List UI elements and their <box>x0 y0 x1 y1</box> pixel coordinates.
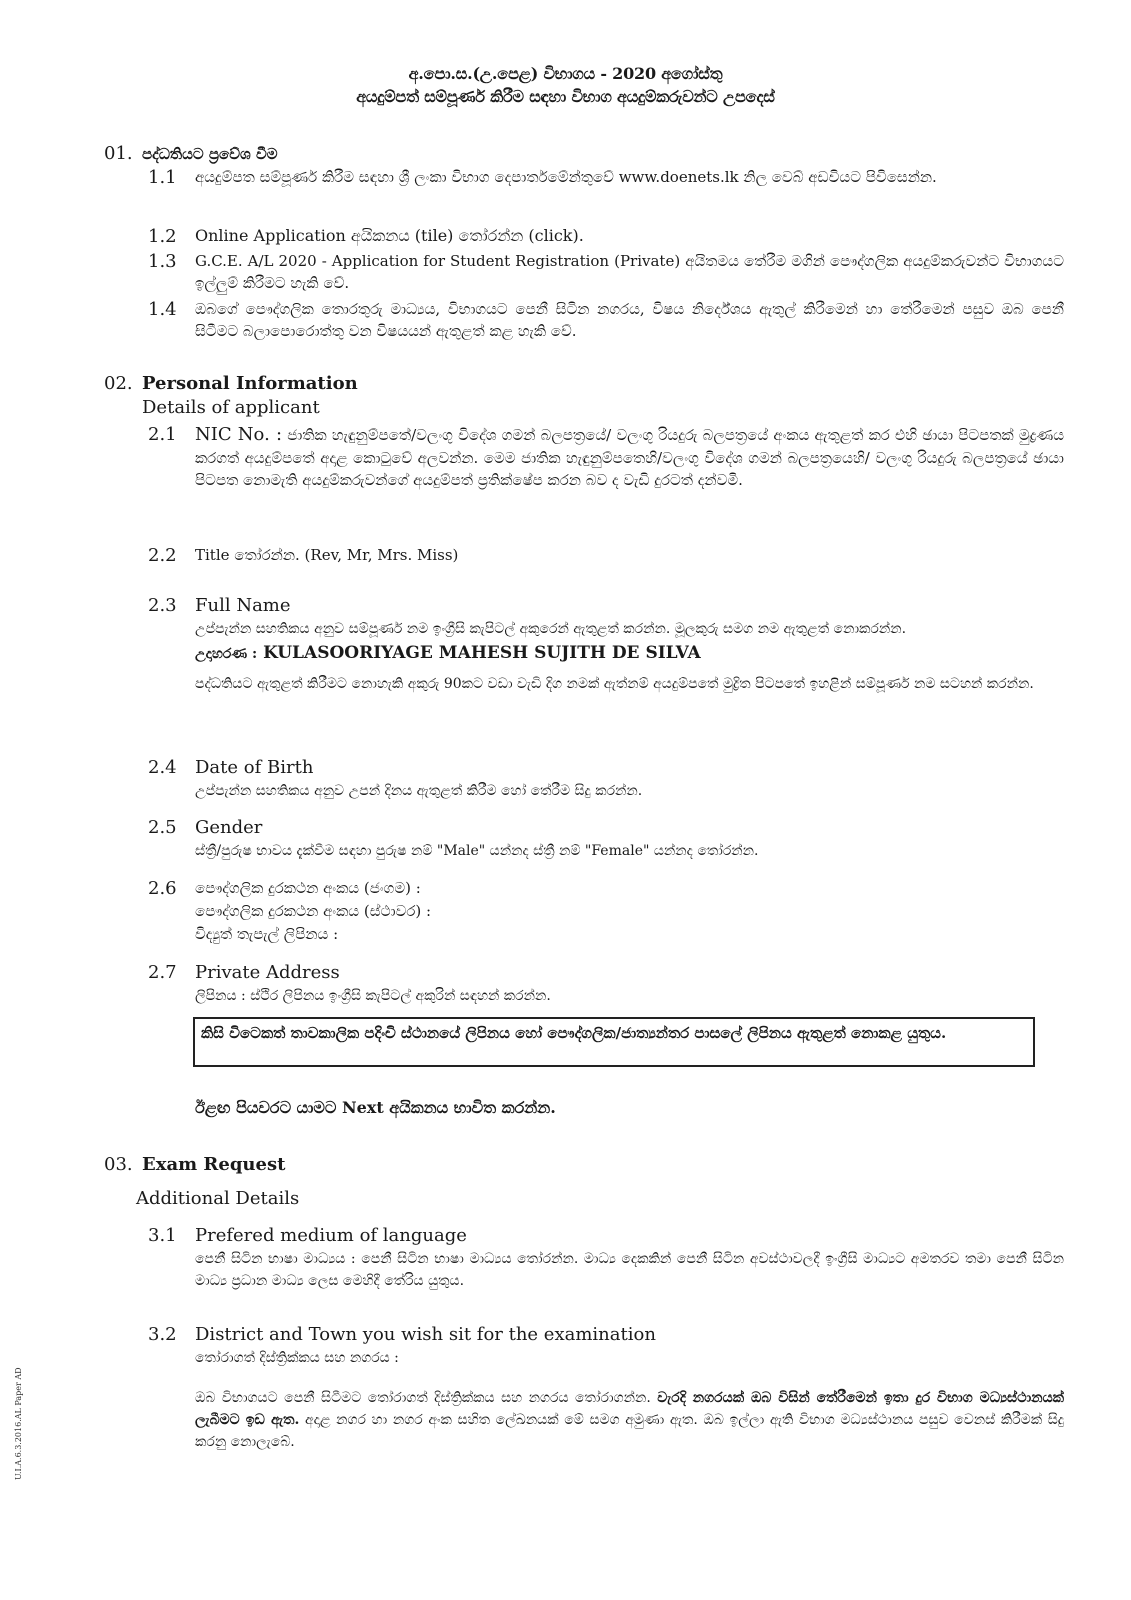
item-lead: Gender <box>195 817 263 838</box>
document-header <box>0 62 1131 108</box>
item-lead: NIC No. : <box>195 424 283 445</box>
section-03-heading <box>104 1153 1064 1211</box>
item-number: 2.3 <box>148 595 177 616</box>
item-1-3 <box>148 250 1064 294</box>
section-01-heading <box>104 142 1064 166</box>
item-1-4 <box>148 298 1064 342</box>
section-title: පද්ධතියට ප්‍රවේශ වීම <box>142 145 278 163</box>
item-text: Online Application අයිකනය (tile) තෝරන්න (click). <box>195 226 584 245</box>
para-c: අදාළ නගර හා නගර අංක සහිත ලේඛනයක් මේ සමග අමුණා ඇත. ඔබ ඉල්ලා ඇති විභාග මධ්‍යස්ථානය පසුව වෙනස් කිරීමක් සිදු කරනු නොලැබේ. <box>195 1412 1065 1450</box>
item-lead: Private Address <box>195 962 340 983</box>
item-number: 1.3 <box>148 251 177 272</box>
para-b-warning: වැරදි නගරයක් ඔබ විසින් තේරීමෙන් ඉතා දුර විභාග මධ්‍යස්ථානයක් ලැබීමට ඉඩ ඇත. <box>195 1390 1065 1428</box>
section-title: Personal Information <box>142 373 358 394</box>
section-subtitle: Details of applicant <box>142 397 320 418</box>
item-number: 2.6 <box>148 878 177 899</box>
section-number: 02. <box>104 373 133 394</box>
exam-centre-paragraph <box>195 1387 1064 1453</box>
item-3-2 <box>148 1323 1064 1453</box>
item-lead: Full Name <box>195 595 291 616</box>
item-number: 3.1 <box>148 1225 177 1246</box>
section-02-heading <box>104 372 1064 420</box>
example-name: KULASOORIYAGE MAHESH SUJITH DE SILVA <box>263 643 701 663</box>
item-lead: Prefered medium of language <box>195 1225 467 1246</box>
header-title: අ.පො.ස.(උ.පෙළ) විභාගය - 2020 අගෝස්තු <box>408 64 723 83</box>
item-2-2 <box>148 544 1064 566</box>
item-2-6 <box>148 877 1064 946</box>
item-1-2 <box>148 225 1064 247</box>
example-label: උදාහරණ : <box>195 646 258 662</box>
item-text: ජාතික හැඳුනුම්පතේ/වලංගු විදේශ ගමන් බලපත්‍රයේ/ වලංගු රියදුරු බලපත්‍රයේ අංකය ඇතුළත් කර එහි ඡායා පිටපතක් මුද්‍රණය කරගත් අයදුම්පතේ අදාළ කොටුවේ අලවන්න. මෙම ජාතික හැඳුනුම්පතෙහි/වලංගු විදේශ ගමන් බලපත්‍රයෙහි/ වලංගු රියදුරු බලපත්‍රයේ ඡායා පිටපත නොමැති අයදුම්කරුවන්ගේ අයදුම්පත් ප්‍රතික්ෂේප කරන බව ද වැඩි දුරටත් දන්වමි. <box>195 426 1064 489</box>
item-note: පද්ධතියට ඇතුළත් කිරීමට නොහැකි අකුරු 90කට වඩා වැඩි දිග නමක් ඇත්නම් අයදුම්පතේ මුද්‍රිත පිටපතේ ඉහළින් සම්පූර්ණ නම සටහන් කරන්න. <box>195 676 1034 692</box>
address-warning-box: කිසි විටෙකත් තාවකාලික පදිංචි ස්ථානයේ ලිපිනය හෝ පෞද්ගලික/ජාත්‍යන්තර පාසලේ ලිපිනය ඇතුළත් නොකළ යුතුය. <box>193 1017 1035 1067</box>
item-1-1 <box>148 166 1064 188</box>
mobile-phone-label: පෞද්ගලික දුරකථන අංකය (ජංගම) : <box>195 879 421 897</box>
item-number: 1.2 <box>148 226 177 247</box>
item-number: 2.7 <box>148 962 177 983</box>
section-number: 03. <box>104 1154 133 1175</box>
item-text: ලිපිනය : ස්ථිර ලිපිනය ඉංග්‍රීසි කැපිටල් අකුරින් සඳහන් කරන්න. <box>195 988 551 1004</box>
side-document-code: U.I.A.6.3.2016.AL Paper AD <box>14 1367 23 1480</box>
next-step-instruction: ඊළඟ පියවරට යාමට Next අයිකනය භාවිත කරන්න. <box>195 1098 556 1117</box>
item-text: උප්පැන්න සහතිකය අනුව සම්පූර්ණ නම ඉංග්‍රීසි කැපිටල් අකුරෙන් ඇතුළත් කරන්න. මූලකුරු සමග නම ඇතුළත් නොකරන්න. <box>195 621 907 637</box>
item-2-7 <box>148 961 1064 1007</box>
item-number: 3.2 <box>148 1324 177 1345</box>
item-number: 2.4 <box>148 757 177 778</box>
section-title: Exam Request <box>142 1154 286 1175</box>
header-subtitle: අයදුම්පත් සම්පූර්ණ කිරීම සඳහා විභාග අයදුම්කරුවන්ට උපදෙස් <box>356 87 775 106</box>
item-text: ස්ත්‍රී/පුරුෂ භාවය දැක්වීම සඳහා පුරුෂ නම් "Male" යන්නද ස්ත්‍රී නම් "Female" යන්නද තෝරන්න. <box>195 843 759 859</box>
para-a: ඔබ විභාගයට පෙනී සිටීමට තෝරාගත් දිස්ත්‍රික්කය සහ නගරය තෝරාගන්න. <box>195 1390 651 1406</box>
item-number: 2.1 <box>148 424 177 445</box>
item-text: තෝරාගත් දිස්ත්‍රික්කය සහ නගරය : <box>195 1350 399 1366</box>
item-3-1 <box>148 1224 1064 1292</box>
fixed-phone-label: පෞද්ගලික දුරකථන අංකය (ස්ථාවර) : <box>195 902 432 920</box>
item-text: ඔබගේ පෞද්ගලික තොරතුරු මාධ්‍යය, විභාගයට පෙනී සිටින නගරය, විෂය නිර්දේශය ඇතුල් කිරීමෙන් හා තේරීමෙන් පසුව ඔබ පෙනී සිටීමට බලාපොරොත්තු වන විෂයයන් ඇතුළත් කළ හැකි වේ. <box>195 300 1064 340</box>
item-2-1 <box>148 423 1064 491</box>
item-text: උප්පැන්න සහතිකය අනුව උපන් දිනය ඇතුළත් කිරීම හෝ තේරීම සිදු කරන්න. <box>195 783 643 799</box>
item-text: Title තෝරන්න. (Rev, Mr, Mrs. Miss) <box>195 546 459 564</box>
section-subtitle: Additional Details <box>136 1188 300 1209</box>
item-lead: Date of Birth <box>195 757 314 778</box>
item-2-3 <box>148 594 1064 695</box>
email-label: විද්‍යුත් තැපැල් ලිපිනය : <box>195 925 339 943</box>
item-number: 1.1 <box>148 167 177 188</box>
item-number: 2.5 <box>148 817 177 838</box>
item-text: G.C.E. A/L 2020 - Application for Student Registration (Private) අයිතමය තේරීම මගින් පෞද්ගලික අයදුම්කරුවන්ට විභාගයට ඉල්ලුම් කිරීමට හැකි වේ. <box>195 252 1064 292</box>
section-number: 01. <box>104 143 133 164</box>
item-number: 1.4 <box>148 299 177 320</box>
item-text: අයදුම්පත සම්පූර්ණ කිරීම සඳහා ශ්‍රී ලංකා විභාග දෙපාර්තමේන්තුවේ www.doenets.lk නිල වෙබ් අඩවියට පිවිසෙන්න. <box>195 168 937 186</box>
item-2-4 <box>148 756 1064 802</box>
name-example <box>195 640 1064 667</box>
item-number: 2.2 <box>148 545 177 566</box>
item-2-5 <box>148 816 1064 862</box>
item-text: පෙනී සිටින භාෂා මාධ්‍යය : පෙනී සිටින භාෂා මාධ්‍යය තෝරන්න. මාධ්‍ය දෙකකින් පෙනී සිටින අවස්ථාවලදී ඉංග්‍රීසි මාධ්‍යට අමතරව තමා පෙනී සිටින මාධ්‍ය ප්‍රධාන මාධ්‍ය ලෙස මෙහිදී තේරිය යුතුය. <box>195 1251 1064 1289</box>
item-lead: District and Town you wish sit for the examination <box>195 1324 656 1345</box>
